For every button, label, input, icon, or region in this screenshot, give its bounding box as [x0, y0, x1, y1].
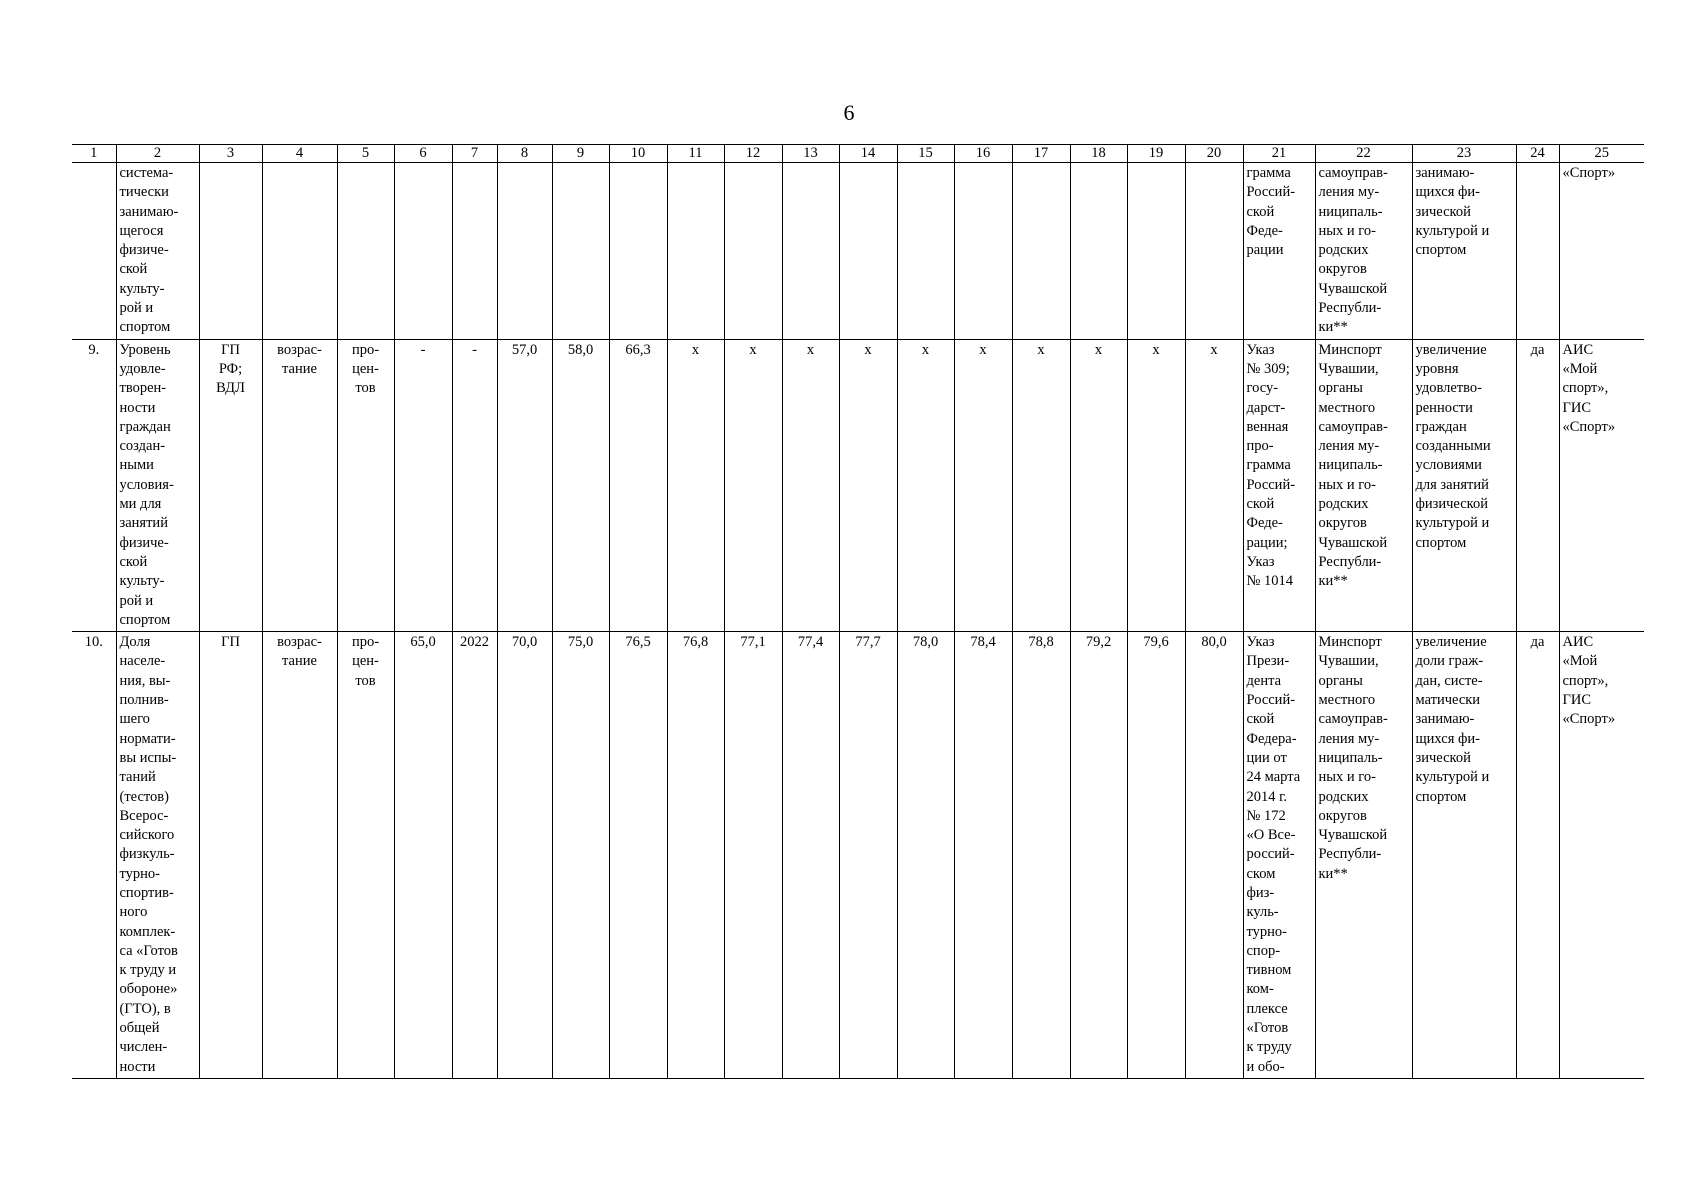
table-cell-col-16: х: [954, 339, 1012, 631]
table-cell-col-13: 77,4: [782, 632, 839, 1079]
table-cell-col-20: [1185, 163, 1243, 340]
table-cell-col-24: да: [1516, 632, 1559, 1079]
column-header-12: 12: [724, 145, 782, 163]
table-cell-col-18: [1070, 163, 1127, 340]
indicators-table: [72, 144, 1644, 1079]
table-cell-col-23: увеличение уровня удовлетво- ренности граждан созданными условиями для занятий физической культурой и спортом: [1412, 339, 1516, 631]
table-cell-col-6: [394, 163, 452, 340]
table-cell-col-4: [262, 163, 337, 340]
table-cell-col-21: грамма Россий- ской Феде- рации: [1243, 163, 1315, 340]
table-cell-col-17: х: [1012, 339, 1070, 631]
table-cell-col-21: Указ № 309; госу- дарст- венная про- грамма Россий- ской Феде- рации; Указ № 1014: [1243, 339, 1315, 631]
table-cell-col-5: про- цен- тов: [337, 632, 394, 1079]
table-cell-col-5: [337, 163, 394, 340]
table-cell-col-8: [497, 163, 552, 340]
table-cell-col-8: 70,0: [497, 632, 552, 1079]
table-cell-col-21: Указ Прези- дента Россий- ской Федера- ции от 24 марта 2014 г. № 172 «О Все- россий- ском физ- куль- турно- спор- тивном ком- плексе «Готов к труду и обо-: [1243, 632, 1315, 1079]
table-row: [72, 632, 1644, 1079]
table-cell-col-11: [667, 163, 724, 340]
table-cell-col-1: 10.: [72, 632, 116, 1079]
table-cell-col-9: [552, 163, 609, 340]
column-header-11: 11: [667, 145, 724, 163]
table-cell-col-7: -: [452, 339, 497, 631]
table-cell-col-15: х: [897, 339, 954, 631]
table-cell-col-2: система- тически занимаю- щегося физиче- ской культу- рой и спортом: [116, 163, 199, 340]
table-row: [72, 339, 1644, 631]
table-cell-col-7: 2022: [452, 632, 497, 1079]
table-cell-col-6: 65,0: [394, 632, 452, 1079]
table-cell-col-19: [1127, 163, 1185, 340]
table-cell-col-9: 75,0: [552, 632, 609, 1079]
column-header-9: 9: [552, 145, 609, 163]
table-body: [72, 163, 1644, 1079]
header-row: [72, 145, 1644, 163]
column-header-4: 4: [262, 145, 337, 163]
table-cell-col-22: Минспорт Чувашии, органы местного самоуправ- ления му- ниципаль- ных и го- родских округов Чувашской Республи- ки**: [1315, 632, 1412, 1079]
table-cell-col-23: занимаю- щихся фи- зической культурой и спортом: [1412, 163, 1516, 340]
table-cell-col-12: 77,1: [724, 632, 782, 1079]
table-cell-col-5: про- цен- тов: [337, 339, 394, 631]
table-cell-col-3: ГП РФ; ВДЛ: [199, 339, 262, 631]
column-header-2: 2: [116, 145, 199, 163]
table-cell-col-10: 66,3: [609, 339, 667, 631]
column-header-13: 13: [782, 145, 839, 163]
table-cell-col-20: х: [1185, 339, 1243, 631]
table-cell-col-7: [452, 163, 497, 340]
table-cell-col-24: да: [1516, 339, 1559, 631]
table-cell-col-13: [782, 163, 839, 340]
table-cell-col-3: [199, 163, 262, 340]
column-header-10: 10: [609, 145, 667, 163]
table-cell-col-14: [839, 163, 897, 340]
table-cell-col-24: [1516, 163, 1559, 340]
page-number: 6: [843, 100, 855, 125]
table-cell-col-25: «Спорт»: [1559, 163, 1644, 340]
table-cell-col-25: АИС «Мой спорт», ГИС «Спорт»: [1559, 339, 1644, 631]
table-cell-col-8: 57,0: [497, 339, 552, 631]
column-header-24: 24: [1516, 145, 1559, 163]
column-header-20: 20: [1185, 145, 1243, 163]
column-header-23: 23: [1412, 145, 1516, 163]
column-header-6: 6: [394, 145, 452, 163]
table-cell-col-23: увеличение доли граж- дан, систе- матически занимаю- щихся фи- зической культурой и спортом: [1412, 632, 1516, 1079]
column-header-15: 15: [897, 145, 954, 163]
table-cell-col-19: х: [1127, 339, 1185, 631]
table-cell-col-20: 80,0: [1185, 632, 1243, 1079]
table-cell-col-6: -: [394, 339, 452, 631]
table-cell-col-9: 58,0: [552, 339, 609, 631]
table-cell-col-17: 78,8: [1012, 632, 1070, 1079]
table-cell-col-16: 78,4: [954, 632, 1012, 1079]
table-cell-col-14: 77,7: [839, 632, 897, 1079]
table-cell-col-16: [954, 163, 1012, 340]
column-header-16: 16: [954, 145, 1012, 163]
table-cell-col-19: 79,6: [1127, 632, 1185, 1079]
table-cell-col-18: х: [1070, 339, 1127, 631]
table-cell-col-15: [897, 163, 954, 340]
table-cell-col-3: ГП: [199, 632, 262, 1079]
column-header-22: 22: [1315, 145, 1412, 163]
column-header-17: 17: [1012, 145, 1070, 163]
table-cell-col-18: 79,2: [1070, 632, 1127, 1079]
column-header-25: 25: [1559, 145, 1644, 163]
table-cell-col-1: 9.: [72, 339, 116, 631]
column-header-5: 5: [337, 145, 394, 163]
column-header-19: 19: [1127, 145, 1185, 163]
column-header-1: 1: [72, 145, 116, 163]
table-cell-col-10: 76,5: [609, 632, 667, 1079]
table-cell-col-2: Уровень удовле- творен- ности граждан создан- ными условия- ми для занятий физиче- ской культу- рой и спортом: [116, 339, 199, 631]
table-cell-col-15: 78,0: [897, 632, 954, 1079]
column-header-18: 18: [1070, 145, 1127, 163]
table-cell-col-12: х: [724, 339, 782, 631]
table-row: [72, 163, 1644, 340]
table-cell-col-14: х: [839, 339, 897, 631]
table-cell-col-4: возрас- тание: [262, 632, 337, 1079]
column-header-7: 7: [452, 145, 497, 163]
table-cell-col-11: х: [667, 339, 724, 631]
table-cell-col-10: [609, 163, 667, 340]
table-cell-col-2: Доля населе- ния, вы- полнив- шего нормати- вы испы- таний (тестов) Всерос- сийского физкуль- турно- спортив- ного комплек- са «Готов к труду и обороне» (ГТО), в общей числен- ности: [116, 632, 199, 1079]
table-cell-col-12: [724, 163, 782, 340]
table-cell-col-25: АИС «Мой спорт», ГИС «Спорт»: [1559, 632, 1644, 1079]
table-cell-col-4: возрас- тание: [262, 339, 337, 631]
column-header-3: 3: [199, 145, 262, 163]
column-header-8: 8: [497, 145, 552, 163]
column-header-21: 21: [1243, 145, 1315, 163]
table-cell-col-22: самоуправ- ления му- ниципаль- ных и го- родских округов Чувашской Республи- ки**: [1315, 163, 1412, 340]
table-cell-col-11: 76,8: [667, 632, 724, 1079]
column-header-14: 14: [839, 145, 897, 163]
table-cell-col-17: [1012, 163, 1070, 340]
table-cell-col-13: х: [782, 339, 839, 631]
table-cell-col-22: Минспорт Чувашии, органы местного самоуправ- ления му- ниципаль- ных и го- родских округов Чувашской Республи- ки**: [1315, 339, 1412, 631]
table-cell-col-1: [72, 163, 116, 340]
